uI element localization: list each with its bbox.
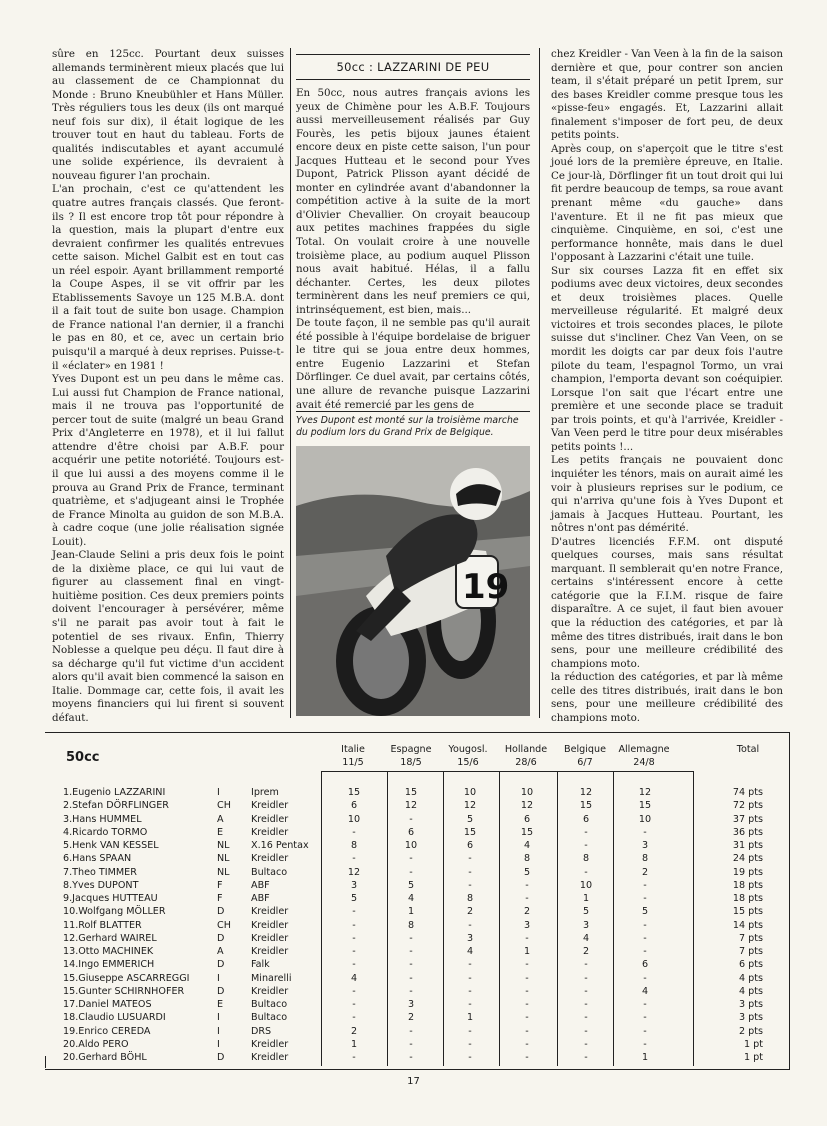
article-column-1 [52, 48, 284, 725]
race-points: - [584, 866, 588, 878]
race-points: 15 [347, 787, 361, 798]
race-points: 2 [582, 946, 590, 957]
race-points: - [525, 1012, 529, 1024]
race-points: - [643, 932, 647, 944]
race-points: - [468, 866, 472, 878]
rider-machine: Kreidler [251, 932, 289, 944]
rider-name: 1.Eugenio LAZZARINI [63, 787, 166, 798]
rider-machine: Kreidler [251, 946, 289, 957]
race-points: - [468, 919, 472, 931]
paragraph: D'autres licenciés F.F.M. ont disputé quelques courses, mais sans résultat marquant. Il semblerait qu'en notre France, certains s'intéressent encore à cette catégorie que la F.I.M. risque de faire disparaître. A ce sujet, il faut bien avouer que la réduction des catégories, et par là même des titres distribués, irait dans le bon sens, pour une meilleure crédibilité des champions moto. [551, 535, 783, 670]
rider-name: 7.Theo TIMMER [63, 866, 137, 878]
table-row [0, 879, 827, 892]
race-points: 8 [466, 893, 474, 904]
race-points: - [525, 879, 529, 891]
race-points: - [352, 906, 356, 918]
race-points: 1 [350, 1038, 358, 1050]
race-points: 15 [638, 800, 652, 812]
race-points: - [468, 1038, 472, 1050]
rider-machine: Kreidler [251, 906, 289, 918]
race-points: - [584, 826, 588, 838]
rider-machine: ABF [251, 879, 270, 891]
table-row [0, 786, 827, 799]
race-points: 4 [466, 946, 474, 957]
rider-name: 17.Daniel MATEOS [63, 999, 152, 1010]
table-row [0, 813, 827, 826]
rider-name: 20.Aldo PERO [63, 1038, 129, 1050]
race-points: 6 [466, 840, 474, 851]
race-points: 3 [350, 879, 358, 891]
rider-machine: Kreidler [251, 919, 289, 931]
table-grid-line [321, 771, 694, 772]
total-points: 4 pts [738, 972, 763, 984]
total-points: 1 pt [743, 1052, 763, 1063]
race-points: 6 [641, 959, 649, 971]
race-points: 10 [404, 840, 418, 851]
total-points: 3 pts [738, 1012, 763, 1024]
race-header: Italie 11/5 [341, 744, 365, 768]
total-points: 4 pts [738, 985, 763, 997]
rider-name: 15.Gunter SCHIRNHOFER [63, 985, 185, 997]
race-points: 12 [347, 866, 361, 878]
article-column-3 [551, 48, 783, 725]
paragraph: Après coup, on s'aperçoit que le titre s'est joué lors de la première épreuve, en Italie. Ce jour-là, Dörflinger fit un tout droit qui lui fit perdre beaucoup de temps, sa roue avant prenant même «du gauche» dans l'aventure. Et il ne fit pas mieux que cinquième. Cinquième, en soi, c'est une performance honnête, mais dans le duel l'opposant à Lazzarini c'était une tuile. [551, 142, 783, 264]
rider-name: 18.Claudio LUSUARDI [63, 1012, 166, 1024]
rider-name: 19.Enrico CEREDA [63, 1025, 151, 1037]
column-divider [539, 48, 540, 718]
race-points: 1 [641, 1052, 649, 1063]
race-points: 3 [466, 932, 474, 944]
total-points: 7 pts [738, 946, 763, 957]
race-points: - [409, 985, 413, 997]
rider-nationality: D [217, 959, 225, 971]
race-number: 19 [462, 567, 510, 607]
rider-nationality: E [217, 999, 224, 1010]
rider-nationality: NL [217, 840, 230, 851]
race-points: - [409, 813, 413, 825]
table-row [0, 852, 827, 865]
rider-machine: Falk [251, 959, 270, 971]
race-points: - [409, 946, 413, 957]
rider-machine: Kreidler [251, 826, 289, 838]
race-points: 5 [641, 906, 649, 918]
race-points: - [643, 1038, 647, 1050]
table-row [0, 998, 827, 1011]
race-points: - [643, 879, 647, 891]
rider-name: 5.Henk VAN KESSEL [63, 840, 159, 851]
rider-nationality: I [217, 787, 220, 798]
table-row [0, 1038, 827, 1051]
total-points: 15 pts [732, 906, 763, 918]
article-column-2 [296, 87, 530, 412]
race-points: 1 [466, 1012, 474, 1024]
table-row [0, 892, 827, 905]
race-points: 12 [463, 800, 477, 812]
total-points: 37 pts [732, 813, 763, 825]
race-points: - [352, 1052, 356, 1063]
rider-machine: X.16 Pentax [251, 840, 309, 851]
race-points: - [409, 866, 413, 878]
table-row [0, 985, 827, 998]
total-points: 72 pts [732, 800, 763, 812]
race-points: 2 [523, 906, 531, 918]
total-points: 2 pts [738, 1025, 763, 1037]
total-points: 7 pts [738, 932, 763, 944]
rider-machine: Bultaco [251, 999, 288, 1010]
race-points: 6 [350, 800, 358, 812]
race-points: - [525, 1025, 529, 1037]
race-points: 10 [347, 813, 361, 825]
race-points: - [409, 1052, 413, 1063]
rider-name: 9.Jacques HUTTEAU [63, 893, 158, 904]
race-points: - [643, 999, 647, 1010]
rider-name: 20.Gerhard BÖHL [63, 1052, 147, 1063]
race-points: 2 [641, 866, 649, 878]
race-points: 8 [523, 853, 531, 865]
race-points: 2 [350, 1025, 358, 1037]
total-points: 74 pts [732, 787, 763, 798]
rider-name: 2.Stefan DÖRFLINGER [63, 800, 169, 812]
race-points: - [584, 972, 588, 984]
page-number: 17 [407, 1076, 420, 1087]
table-row [0, 1025, 827, 1038]
race-points: 5 [350, 893, 358, 904]
rider-name: 6.Hans SPAAN [63, 853, 132, 865]
race-points: - [352, 985, 356, 997]
race-points: 6 [582, 813, 590, 825]
race-points: 8 [407, 919, 415, 931]
rider-name: 3.Hans HUMMEL [63, 813, 142, 825]
race-points: - [525, 1052, 529, 1063]
rider-nationality: D [217, 985, 225, 997]
race-points: - [468, 999, 472, 1010]
rider-machine: Kreidler [251, 1038, 289, 1050]
race-points: - [643, 1012, 647, 1024]
race-points: 15 [463, 826, 477, 838]
race-points: - [525, 1038, 529, 1050]
rider-nationality: I [217, 1038, 220, 1050]
rider-nationality: NL [217, 866, 230, 878]
race-points: 6 [407, 826, 415, 838]
race-points: - [584, 1038, 588, 1050]
race-points: - [643, 919, 647, 931]
rider-name: 10.Wolfgang MÖLLER [63, 906, 166, 918]
paragraph: la réduction des catégories, et par là même celle des titres distribués, irait dans le bon sens, pour une meilleure crédibilité des champions moto. [551, 671, 783, 724]
race-header: Hollande 28/6 [504, 744, 548, 768]
total-points: 18 pts [732, 879, 763, 891]
race-points: - [584, 959, 588, 971]
race-points: 1 [407, 906, 415, 918]
race-points: - [352, 959, 356, 971]
race-points: 12 [638, 787, 652, 798]
race-points: - [584, 1012, 588, 1024]
rider-nationality: D [217, 1052, 225, 1063]
rider-nationality: D [217, 906, 225, 918]
race-points: 6 [523, 813, 531, 825]
race-points: - [409, 959, 413, 971]
paragraph: L'an prochain, c'est ce qu'attendent les quatre autres français classés. Que feront-ils ? Il est encore trop tôt pour répondre à la question, mais la plupart d'entre eux devraient confirmer les qualités entrevues cette saison. Michel Galbit est en tout cas un réel espoir. Ayant brillamment remporté la Coupe Aspes, il se vit offrir par les Etablissements Savoye un 125 M.B.A. dont il a fait tout de suite bon usage. Champion de France national l'an dernier, il a franchi le pas en 80, et ce, avec un certain brio puisqu'il a marqué à deux reprises. Puisse-t-il «éclater» en 1981 ! [52, 183, 284, 372]
race-points: 3 [523, 919, 531, 931]
race-points: - [525, 972, 529, 984]
race-points: - [409, 1038, 413, 1050]
race-points: - [409, 972, 413, 984]
race-points: 15 [579, 800, 593, 812]
race-points: - [643, 893, 647, 904]
race-points: 12 [579, 787, 593, 798]
race-points: - [352, 946, 356, 957]
race-points: - [468, 879, 472, 891]
race-points: - [584, 999, 588, 1010]
table-row [0, 866, 827, 879]
rider-name: 11.Rolf BLATTER [63, 919, 142, 931]
rider-machine: Kreidler [251, 985, 289, 997]
rider-machine: Iprem [251, 787, 279, 798]
table-row [0, 839, 827, 852]
table-row [0, 1011, 827, 1024]
total-points: 6 pts [738, 959, 763, 971]
race-points: 4 [641, 985, 649, 997]
race-points: - [643, 946, 647, 957]
race-points: 10 [638, 813, 652, 825]
race-points: - [352, 919, 356, 931]
race-points: 5 [407, 879, 415, 891]
rider-machine: Kreidler [251, 813, 289, 825]
race-points: 10 [463, 787, 477, 798]
race-points: - [468, 959, 472, 971]
paragraph: De toute façon, il ne semble pas qu'il aurait été possible à l'équipe bordelaise de briguer le titre qui se joua entre deux hommes, entre Eugenio Lazzarini et Stefan Dörflinger. Ce duel avait, par certains côtés, une allure de revanche puisque Lazzarini avait été remercié par les gens de [296, 317, 530, 411]
race-points: 15 [404, 787, 418, 798]
column-divider [290, 48, 291, 718]
table-row [0, 958, 827, 971]
race-points: - [352, 853, 356, 865]
rider-machine: ABF [251, 893, 270, 904]
race-points: - [409, 932, 413, 944]
total-points: 36 pts [732, 826, 763, 838]
rider-machine: Bultaco [251, 1012, 288, 1024]
rider-machine: Bultaco [251, 866, 288, 878]
race-points: - [525, 959, 529, 971]
total-header: Total [736, 744, 760, 755]
table-row [0, 905, 827, 918]
race-header: Espagne 18/5 [390, 744, 432, 768]
race-points: - [584, 985, 588, 997]
race-points: 1 [582, 893, 590, 904]
table-row [0, 826, 827, 839]
table-row [0, 945, 827, 958]
rider-nationality: A [217, 813, 224, 825]
rider-nationality: I [217, 1025, 220, 1037]
paragraph: Les petits français ne pouvaient donc inquiéter les ténors, mais on aurait aimé les voir à plusieurs reprises sur le podium, ce qui n'arriva qu'une fois à Yves Dupont et jamais à Jacques Hutteau. Pourtant, les nôtres n'ont pas démérité. [551, 454, 783, 535]
race-points: - [584, 1025, 588, 1037]
total-points: 24 pts [732, 853, 763, 865]
rider-nationality: F [217, 893, 223, 904]
race-points: - [643, 1025, 647, 1037]
race-points: 4 [582, 932, 590, 944]
total-points: 31 pts [732, 840, 763, 851]
rider-name: 15.Giuseppe ASCARREGGI [63, 972, 190, 984]
headline-rule-top [296, 54, 530, 55]
total-points: 19 pts [732, 866, 763, 878]
rider-name: 8.Yves DUPONT [63, 879, 139, 891]
race-points: - [584, 1052, 588, 1063]
headline-rule-bottom [296, 79, 530, 80]
race-points: 4 [350, 972, 358, 984]
rider-nationality: I [217, 972, 220, 984]
race-points: 4 [523, 840, 531, 851]
race-points: 5 [582, 906, 590, 918]
race-points: - [643, 972, 647, 984]
race-header: Yougosl. 15/6 [448, 744, 488, 768]
race-points: 2 [407, 1012, 415, 1024]
race-points: - [468, 972, 472, 984]
rider-nationality: F [217, 879, 223, 891]
table-row [0, 932, 827, 945]
race-header: Allemagne 24/8 [618, 744, 670, 768]
rider-nationality: A [217, 946, 224, 957]
rider-machine: Kreidler [251, 1052, 289, 1063]
table-title: 50cc [66, 750, 100, 765]
rider-nationality: NL [217, 853, 230, 865]
caption-rule [296, 411, 530, 412]
race-points: 5 [466, 813, 474, 825]
rider-nationality: CH [217, 800, 231, 812]
rider-name: 13.Otto MACHINEK [63, 946, 154, 957]
race-points: - [352, 999, 356, 1010]
race-points: - [584, 840, 588, 851]
rider-nationality: D [217, 932, 225, 944]
total-points: 14 pts [732, 919, 763, 931]
table-row [0, 919, 827, 932]
rider-name: 14.Ingo EMMERICH [63, 959, 155, 971]
rider-nationality: CH [217, 919, 231, 931]
total-points: 18 pts [732, 893, 763, 904]
paragraph: Sur six courses Lazza fit en effet six podiums avec deux victoires, deux secondes et deux troisièmes places. Quelle merveilleuse régularité. Et malgré deux victoires et trois secondes places, le pilote suisse dut s'incliner. Chez Van Veen, on se mordit les doigts car par deux fois l'autre pilote du team, l'espagnol Tormo, un vrai champion, l'emporta devant son coéquipier. Lorsque l'on sait que l'écart entre une première et une seconde place se traduit par trois points, et qu'à l'arrivée, Kreidler - Van Veen perd le titre pour deux misérables petits points !... [551, 264, 783, 453]
race-points: 12 [404, 800, 418, 812]
rider-machine: DRS [251, 1025, 272, 1037]
table-row [0, 799, 827, 812]
race-points: - [468, 985, 472, 997]
rider-nationality: E [217, 826, 224, 838]
race-points: - [525, 985, 529, 997]
table-row [0, 972, 827, 985]
rider-machine: Minarelli [251, 972, 292, 984]
total-points: 3 pts [738, 999, 763, 1010]
table-row [0, 1051, 827, 1064]
race-points: 8 [350, 840, 358, 851]
rider-machine: Kreidler [251, 800, 289, 812]
race-points: 5 [523, 866, 531, 878]
race-points: 3 [582, 919, 590, 931]
race-points: 3 [407, 999, 415, 1010]
race-points: 15 [520, 826, 534, 838]
race-points: - [468, 1025, 472, 1037]
race-points: - [525, 893, 529, 904]
race-points: - [352, 826, 356, 838]
race-points: 8 [582, 853, 590, 865]
paragraph: Jean-Claude Selini a pris deux fois le point de la dixième place, ce qui lui vaut de figurer au classement final en vingt-huitième position. Ces deux premiers points doivent l'encourager à persévérer, même s'il ne parait pas avoir tout à fait le potentiel de ses rivaux. Enfin, Thierry Noblesse a quelque peu déçu. Il faut dire à sa décharge qu'il fut victime d'un accident alors qu'il avait bien commencé la saison en Italie. Dommage car, cette fois, il avait les moyens financiers qui lui firent si souvent défaut. [52, 549, 284, 724]
paragraph: Yves Dupont est un peu dans le même cas. Lui aussi fut Champion de France national, mais il ne trouva pas l'opportunité de percer tout de suite (malgré un beau Grand Prix d'Angleterre en 1978), et il lui fallut attendre d'être choisi par A.B.F. pour acquérir une petite notoriété. Toujours est-il que lui aussi a des moyens comme il le prouva au Grand Prix de France, terminant quatrième, et s'adjugeant ainsi le Trophée de France Minolta au guidon de son M.B.A. à cadre coque (une jolie réalisation signée Louit). [52, 373, 284, 548]
race-points: - [409, 1025, 413, 1037]
motorcycle-rider-image [296, 446, 530, 716]
race-points: - [525, 999, 529, 1010]
race-points: - [352, 932, 356, 944]
section-headline: 50cc : LAZZARINI DE PEU [336, 60, 490, 74]
race-points: - [525, 932, 529, 944]
race-points: 2 [466, 906, 474, 918]
race-photo [296, 446, 530, 716]
total-points: 1 pt [743, 1038, 763, 1050]
paragraph: chez Kreidler - Van Veen à la fin de la saison dernière et que, pour contrer son ancien team, il s'était préparé un petit Iprem, sur des bases Kreidler comme presque tous les «pisse-feu» engagés. Et, Lazzarini allait finalement s'imposer de fort peu, de deux petits points. [551, 48, 783, 142]
race-points: - [643, 826, 647, 838]
race-points: 12 [520, 800, 534, 812]
race-points: 8 [641, 853, 649, 865]
race-points: 3 [641, 840, 649, 851]
race-points: - [468, 1052, 472, 1063]
paragraph: sûre en 125cc. Pourtant deux suisses allemands terminèrent mieux placés que lui au classement de ce Championnat du Monde : Bruno Kneubühler et Hans Müller. Très réguliers tous les deux (ils ont marqué neuf fois sur dix), il était logique de les trouver tout en haut du tableau. Forts de qualités indiscutables et ayant accumulé une solide expérience, ils devraient à nouveau figurer l'an prochain. [52, 48, 284, 182]
race-points: - [352, 1012, 356, 1024]
photo-caption: Yves Dupont est monté sur la troisième marche du podium lors du Grand Prix de Belgique. [296, 415, 519, 438]
paragraph: En 50cc, nous autres français avions les yeux de Chimène pour les A.B.F. Toujours aussi merveilleusement réalisés par Guy Fourès, les petis bijoux jaunes étaient encore deux en piste cette saison, l'un pour Jacques Hutteau et le second pour Yves Dupont, Patrick Plisson ayant décidé de monter en cylindrée avant d'abandonner la compétition active à la suite de la mort d'Olivier Chevallier. On croyait beaucoup aux petites machines frappées du sigle Total. On voulait croire à une nouvelle troisième place, au podium auquel Plisson nous avait habitué. Hélas, il a fallu déchanter. Certes, les deux pilotes terminèrent dans les neuf premiers ce qui, intrinséquement, est bien, mais... [296, 87, 530, 316]
race-points: 10 [520, 787, 534, 798]
race-header: Belgique 6/7 [564, 744, 606, 768]
race-points: 1 [523, 946, 531, 957]
race-points: - [409, 853, 413, 865]
rider-machine: Kreidler [251, 853, 289, 865]
race-points: - [468, 853, 472, 865]
race-points: 4 [407, 893, 415, 904]
rider-name: 4.Ricardo TORMO [63, 826, 148, 838]
race-points: 10 [579, 879, 593, 891]
rider-nationality: I [217, 1012, 220, 1024]
rider-name: 12.Gerhard WAIREL [63, 932, 157, 944]
